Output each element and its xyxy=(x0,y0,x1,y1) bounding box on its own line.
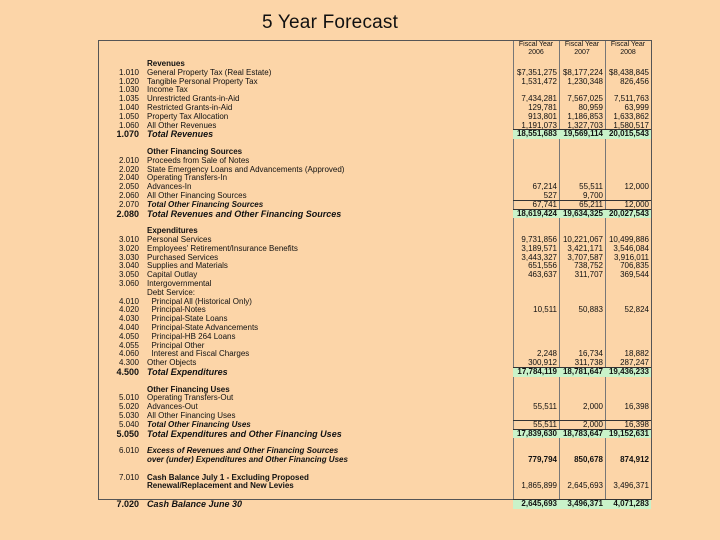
line-code: 5.030 xyxy=(118,411,139,420)
cell-value: $8,177,224 xyxy=(562,67,603,77)
table-row xyxy=(99,174,651,182)
cell-value: 18,882 xyxy=(624,349,649,359)
line-code: 4.300 xyxy=(118,358,139,368)
line-code: 4.030 xyxy=(118,314,139,324)
line-code: 2.020 xyxy=(118,164,139,174)
line-code: 3.020 xyxy=(118,243,139,253)
column-header xyxy=(559,41,605,58)
cell-value: 300,912 xyxy=(528,358,557,368)
table-row xyxy=(99,394,651,402)
line-label: Total Other Financing Uses xyxy=(147,419,251,429)
cell-value: 7,511,763 xyxy=(614,94,649,104)
table-row xyxy=(99,139,651,147)
cell-value: 7,567,025 xyxy=(567,94,603,104)
line-code: 4.050 xyxy=(118,331,139,341)
cell-value: 9,731,856 xyxy=(521,235,557,244)
cell-value: 3,496,371 xyxy=(613,481,649,491)
column-header xyxy=(513,41,559,58)
line-code: 2.010 xyxy=(118,155,139,165)
table-row xyxy=(99,166,651,174)
line-label: Property Tax Allocation xyxy=(147,111,229,121)
line-label: All Other Revenues xyxy=(147,120,217,130)
line-code: 3.040 xyxy=(118,261,139,271)
cell-value: 1,186,853 xyxy=(567,111,603,121)
table-row xyxy=(99,254,651,262)
cell-value: 19,569,114 xyxy=(563,129,603,139)
line-code: 1.020 xyxy=(118,76,139,86)
cell-value: 2,645,693 xyxy=(521,499,557,508)
cell-value: 2,000 xyxy=(582,402,603,412)
line-label: Other Financing Uses xyxy=(147,384,230,394)
table-row xyxy=(99,236,651,244)
line-code: 1.040 xyxy=(118,103,139,112)
line-label: Unrestricted Grants-in-Aid xyxy=(147,94,240,104)
cell-value: 311,738 xyxy=(574,358,603,368)
line-code: 4.040 xyxy=(118,323,139,332)
table-row xyxy=(99,69,651,77)
line-code: 5.020 xyxy=(118,402,139,412)
line-code: 3.050 xyxy=(118,270,139,280)
line-label: Restricted Grants-in-Aid xyxy=(147,103,233,112)
table-row xyxy=(99,447,651,455)
cell-value: 1,531,472 xyxy=(521,76,557,86)
line-label: Intergovernmental xyxy=(147,279,212,288)
cell-value: 738,752 xyxy=(574,261,603,271)
table-row xyxy=(99,271,651,279)
cell-value: 3,189,571 xyxy=(521,243,557,253)
cell-value: 17,784,119 xyxy=(517,367,557,376)
table-row xyxy=(99,130,651,138)
cell-value: 527 xyxy=(543,191,557,200)
table-row xyxy=(99,289,651,297)
line-label: Interest and Fiscal Charges xyxy=(147,349,250,359)
table-row xyxy=(99,403,651,411)
line-code: 1.060 xyxy=(118,120,139,130)
line-label: General Property Tax (Real Estate) xyxy=(147,67,272,77)
cell-value: 18,619,424 xyxy=(516,208,557,218)
line-label: Tangible Personal Property Tax xyxy=(147,76,258,86)
table-row xyxy=(99,438,651,446)
cell-value: 20,027,543 xyxy=(608,208,649,218)
table-row xyxy=(99,86,651,94)
table-row xyxy=(99,280,651,288)
line-code: 2.080 xyxy=(116,208,139,219)
table-row xyxy=(99,456,651,464)
cell-value: 2,248 xyxy=(536,349,557,359)
header-year: 2007 xyxy=(574,49,590,56)
table-row xyxy=(99,262,651,270)
cell-value: 55,511 xyxy=(533,402,557,412)
cell-value: 706,835 xyxy=(620,261,649,271)
line-label: Excess of Revenues and Other Financing Sources xyxy=(147,446,339,456)
cell-value: 1,580,517 xyxy=(613,120,649,130)
line-code: 7.010 xyxy=(118,472,139,482)
line-label: All Other Financing Sources xyxy=(147,191,247,200)
table-row xyxy=(99,78,651,86)
cell-value: 3,421,171 xyxy=(567,243,603,253)
cell-value: 65,211 xyxy=(579,199,603,209)
cell-value: 16,398 xyxy=(624,402,649,412)
table-row xyxy=(99,315,651,323)
table-row xyxy=(99,95,651,103)
line-label: Total Expenditures and Other Financing Uses xyxy=(147,428,342,439)
cell-value: 18,783,647 xyxy=(562,428,603,438)
cell-value: 67,214 xyxy=(532,182,557,192)
cell-value: 4,071,283 xyxy=(613,499,649,508)
line-code: 7.020 xyxy=(116,499,139,509)
line-label: Principal-Notes xyxy=(147,305,206,315)
cell-value: 12,000 xyxy=(624,199,649,209)
table-row xyxy=(99,474,651,482)
line-code: 4.020 xyxy=(118,305,139,315)
line-label: Advances-Out xyxy=(147,402,198,412)
line-code: 1.030 xyxy=(118,85,139,95)
table-row xyxy=(99,148,651,156)
column-headers xyxy=(513,41,651,58)
table-row xyxy=(99,333,651,341)
cell-value: 1,633,862 xyxy=(613,111,649,121)
cell-value: 3,546,084 xyxy=(613,243,649,253)
line-code: 1.070 xyxy=(116,129,139,140)
cell-value: 3,496,371 xyxy=(567,499,603,508)
line-label: Operating Transfers-In xyxy=(147,173,228,183)
line-label: Supplies and Materials xyxy=(147,261,228,271)
line-code: 4.010 xyxy=(118,296,139,306)
cell-value: $8,438,845 xyxy=(608,67,649,77)
cell-value: 1,230,348 xyxy=(567,76,603,86)
line-label: All Other Financing Uses xyxy=(147,411,236,420)
table-row xyxy=(99,201,651,209)
line-code: 5.010 xyxy=(118,393,139,403)
header-year: 2006 xyxy=(528,49,544,56)
table-row xyxy=(99,306,651,314)
line-label: over (under) Expenditures and Other Financing Uses xyxy=(147,455,348,464)
line-label: Personal Services xyxy=(147,235,212,244)
cell-value: 19,152,631 xyxy=(608,428,649,438)
line-code: 1.050 xyxy=(118,111,139,121)
cell-value: 2,645,693 xyxy=(567,481,603,491)
cell-value: 3,707,587 xyxy=(567,252,603,262)
line-code: 2.040 xyxy=(118,173,139,183)
cell-value: 874,912 xyxy=(620,455,649,464)
line-label: Operating Transfers-Out xyxy=(147,393,234,403)
cell-value: 850,678 xyxy=(574,455,603,464)
line-label: Employees' Retirement/Insurance Benefits xyxy=(147,243,298,253)
line-label: Capital Outlay xyxy=(147,270,198,280)
line-code: 4.500 xyxy=(116,367,139,377)
line-label: State Emergency Loans and Advancements (Approved) xyxy=(147,164,345,174)
cell-value: 52,824 xyxy=(624,305,649,315)
line-code: 6.010 xyxy=(118,446,139,456)
table-row xyxy=(99,430,651,438)
line-label: Revenues xyxy=(147,59,185,68)
table-row xyxy=(99,113,651,121)
cell-value: 287,247 xyxy=(620,358,649,368)
table-row xyxy=(99,359,651,367)
line-label: Total Revenues and Other Financing Sources xyxy=(147,208,342,219)
cell-value: 10,221,067 xyxy=(562,235,603,244)
cell-value: 7,434,281 xyxy=(521,94,557,104)
line-label: Income Tax xyxy=(147,85,188,95)
cell-value: 1,191,073 xyxy=(521,120,557,130)
cell-value: 12,000 xyxy=(624,182,649,192)
cell-value: 1,327,703 xyxy=(567,120,603,130)
line-code: 2.070 xyxy=(118,199,139,209)
header-line: Fiscal Year xyxy=(564,41,600,48)
line-code: 4.060 xyxy=(118,349,139,359)
table-row xyxy=(99,342,651,350)
line-code: 3.010 xyxy=(118,235,139,244)
line-label: Purchased Services xyxy=(147,252,219,262)
table-row xyxy=(99,218,651,226)
cell-value: 3,916,011 xyxy=(614,252,649,262)
table-row xyxy=(99,192,651,200)
line-code: 5.040 xyxy=(118,419,139,429)
line-label: Other Objects xyxy=(147,358,197,368)
cell-value: 63,999 xyxy=(624,103,649,112)
table-row xyxy=(99,350,651,358)
line-code: 5.050 xyxy=(116,428,139,439)
table-row xyxy=(99,60,651,68)
table-row xyxy=(99,491,651,499)
cell-value: 19,634,325 xyxy=(562,208,603,218)
line-label: Other Financing Sources xyxy=(147,147,243,156)
cell-value: 9,700 xyxy=(582,191,603,200)
cell-value: 16,734 xyxy=(578,349,603,359)
line-label: Principal-HB 264 Loans xyxy=(147,331,236,341)
line-code: 1.010 xyxy=(118,67,139,77)
cell-value: 651,556 xyxy=(528,261,557,271)
table-row xyxy=(99,368,651,376)
line-label: Total Other Financing Sources xyxy=(147,199,264,209)
table-row xyxy=(99,157,651,165)
line-label: Proceeds from Sale of Notes xyxy=(147,155,250,165)
cell-value: $7,351,275 xyxy=(516,67,557,77)
cell-value: 18,781,647 xyxy=(562,367,603,376)
table-row xyxy=(99,324,651,332)
line-label: Expenditures xyxy=(147,226,198,236)
line-label: Principal Other xyxy=(147,340,205,350)
table-row xyxy=(99,482,651,490)
line-code: 3.060 xyxy=(118,279,139,288)
table-row xyxy=(99,183,651,191)
table-row xyxy=(99,386,651,394)
cell-value: 80,959 xyxy=(578,103,603,112)
cell-value: 129,781 xyxy=(528,103,557,112)
cell-value: 17,839,630 xyxy=(516,428,557,438)
line-label: Cash Balance June 30 xyxy=(147,499,243,509)
cell-value: 50,883 xyxy=(578,305,603,315)
line-code: 1.035 xyxy=(118,94,139,104)
cell-value: 67,741 xyxy=(532,199,557,209)
cell-value: 10,511 xyxy=(533,305,557,315)
cell-value: 2,000 xyxy=(582,419,603,429)
line-code: 2.060 xyxy=(118,191,139,200)
line-code: 4.055 xyxy=(118,340,139,350)
table-row xyxy=(99,500,651,508)
column-header xyxy=(605,41,651,58)
table-row xyxy=(99,227,651,235)
table-row xyxy=(99,298,651,306)
line-label: Advances-In xyxy=(147,182,192,192)
header-line: Fiscal Year xyxy=(518,41,554,48)
line-code: 2.050 xyxy=(118,182,139,192)
line-label: Cash Balance July 1 - Excluding Proposed xyxy=(147,472,309,482)
table-row xyxy=(99,377,651,385)
cell-value: 3,443,327 xyxy=(521,252,557,262)
line-label: Debt Service: xyxy=(147,287,196,297)
table-row xyxy=(99,122,651,130)
cell-value: 18,551,683 xyxy=(516,129,557,139)
line-code: 3.030 xyxy=(118,252,139,262)
cell-value: 20,015,543 xyxy=(608,129,649,139)
table-row xyxy=(99,421,651,429)
line-label: Principal-State Loans xyxy=(147,314,228,324)
line-label: Renewal/Replacement and New Levies xyxy=(147,481,294,491)
page-title: 5 Year Forecast xyxy=(262,12,399,33)
line-label: Total Revenues xyxy=(147,129,214,140)
cell-value: 369,544 xyxy=(620,270,649,280)
cell-value: 779,794 xyxy=(528,455,557,464)
table-row xyxy=(99,210,651,218)
line-label: Total Expenditures xyxy=(147,367,228,377)
cell-value: 55,511 xyxy=(579,182,603,192)
table-row xyxy=(99,465,651,473)
line-label: Principal-State Advancements xyxy=(147,323,259,332)
table-row xyxy=(99,412,651,420)
cell-value: 1,865,899 xyxy=(521,481,557,491)
cell-value: 826,456 xyxy=(620,76,649,86)
table-row xyxy=(99,104,651,112)
cell-value: 19,436,233 xyxy=(608,367,649,376)
cell-value: 10,499,886 xyxy=(608,235,649,244)
cell-value: 913,801 xyxy=(528,111,557,121)
header-year: 2008 xyxy=(620,49,636,56)
line-label: Principal All (Historical Only) xyxy=(147,296,252,306)
cell-value: 311,707 xyxy=(574,270,603,280)
cell-value: 55,511 xyxy=(533,419,557,429)
header-line: Fiscal Year xyxy=(610,41,646,48)
forecast-table xyxy=(98,40,652,509)
cell-value: 463,637 xyxy=(528,270,557,280)
table-row xyxy=(99,245,651,253)
cell-value: 16,398 xyxy=(624,419,649,429)
